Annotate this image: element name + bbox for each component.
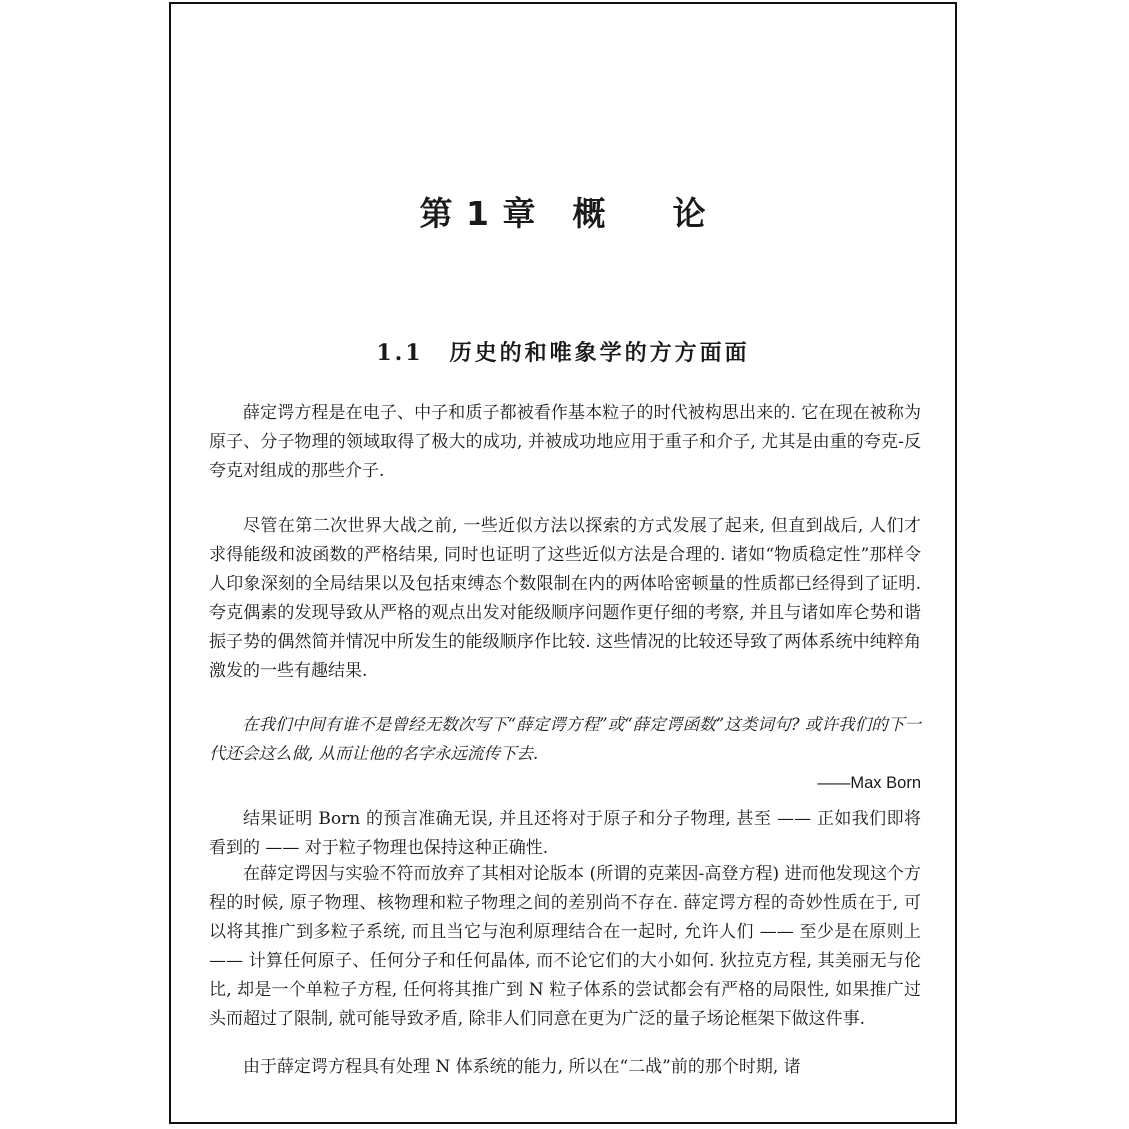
chapter-title-word-1: 概 — [572, 194, 607, 233]
paragraph-5: 由于薛定谔方程具有处理 N 体系统的能力, 所以在“二战”前的那个时期, 诸 — [243, 1057, 801, 1077]
paragraph-1: 薛定谔方程是在电子、中子和质子都被看作基本粒子的时代被构思出来的. 它在现在被称为原子、分子物理的领域取得了极大的成功, 并被成功地应用于重子和介子, 尤其是由重的夸克-反夸克对组成的那些介子. — [209, 403, 921, 481]
paragraph-4: 在薛定谔因与实验不符而放弃了其相对论版本 (所谓的克莱因-高登方程) 进而他发现这个方程的时候, 原子物理、核物理和粒子物理之间的差别尚不存在. 薛定谔方程的奇妙性质在于, 可以将其推广到多粒子系统, 而且当它与泡利原理结合在一起时, 允许人们 —— 至少是在原则上 —— 计算任何原子、任何分子和任何晶体, 而不论它们的大小如何. 狄拉克方程, 其美丽无与伦比, 却是一个单粒子方程, 任何将其推广到 N 粒子体系的尝试都会有严格的局限性, 如果推广过头而超过了限制, 就可能导致矛盾, 除非人们同意在更为广泛的量子场论框架下做这件事. — [209, 864, 921, 1029]
paragraph-2: 尽管在第二次世界大战之前, 一些近似方法以探索的方式发展了起来, 但直到战后, 人们才求得能级和波函数的严格结果, 同时也证明了这些近似方法是合理的. 诸如“物质稳定性”那样令人印象深刻的全局结果以及包括束缚态个数限制在内的两体哈密顿量的性质都已经得到了证明. 夸克偶素的发现导致从严格的观点出发对能级顺序问题作更仔细的考察, 并且与诸如库仑势和谐振子势的偶然简并情况中所发生的能级顺序作比较. 这些情况的比较还导致了两体系统中纯粹角激发的一些有趣结果. — [209, 516, 921, 681]
quote-attribution: ——Max Born — [817, 774, 921, 792]
paragraph-3: 结果证明 Born 的预言准确无误, 并且还将对于原子和分子物理, 甚至 —— 正如我们即将看到的 —— 对于粒子物理也保持这种正确性. — [209, 809, 921, 858]
section-title: 历史的和唯象学的方方面面 — [449, 340, 750, 366]
epigraph-quote: 在我们中间有谁不是曾经无数次写下“薛定谔方程”或“薛定谔函数”这类词句? 或许我们的下一代还会这么做, 从而让他的名字永远流传下去. — [209, 715, 921, 763]
chapter-title-word-2: 论 — [672, 194, 707, 233]
chapter-number: 第 1 章 — [419, 194, 537, 233]
section-heading — [171, 336, 955, 367]
section-number: 1.1 — [376, 340, 424, 366]
book-page — [169, 2, 957, 1124]
chapter-title — [171, 188, 955, 235]
